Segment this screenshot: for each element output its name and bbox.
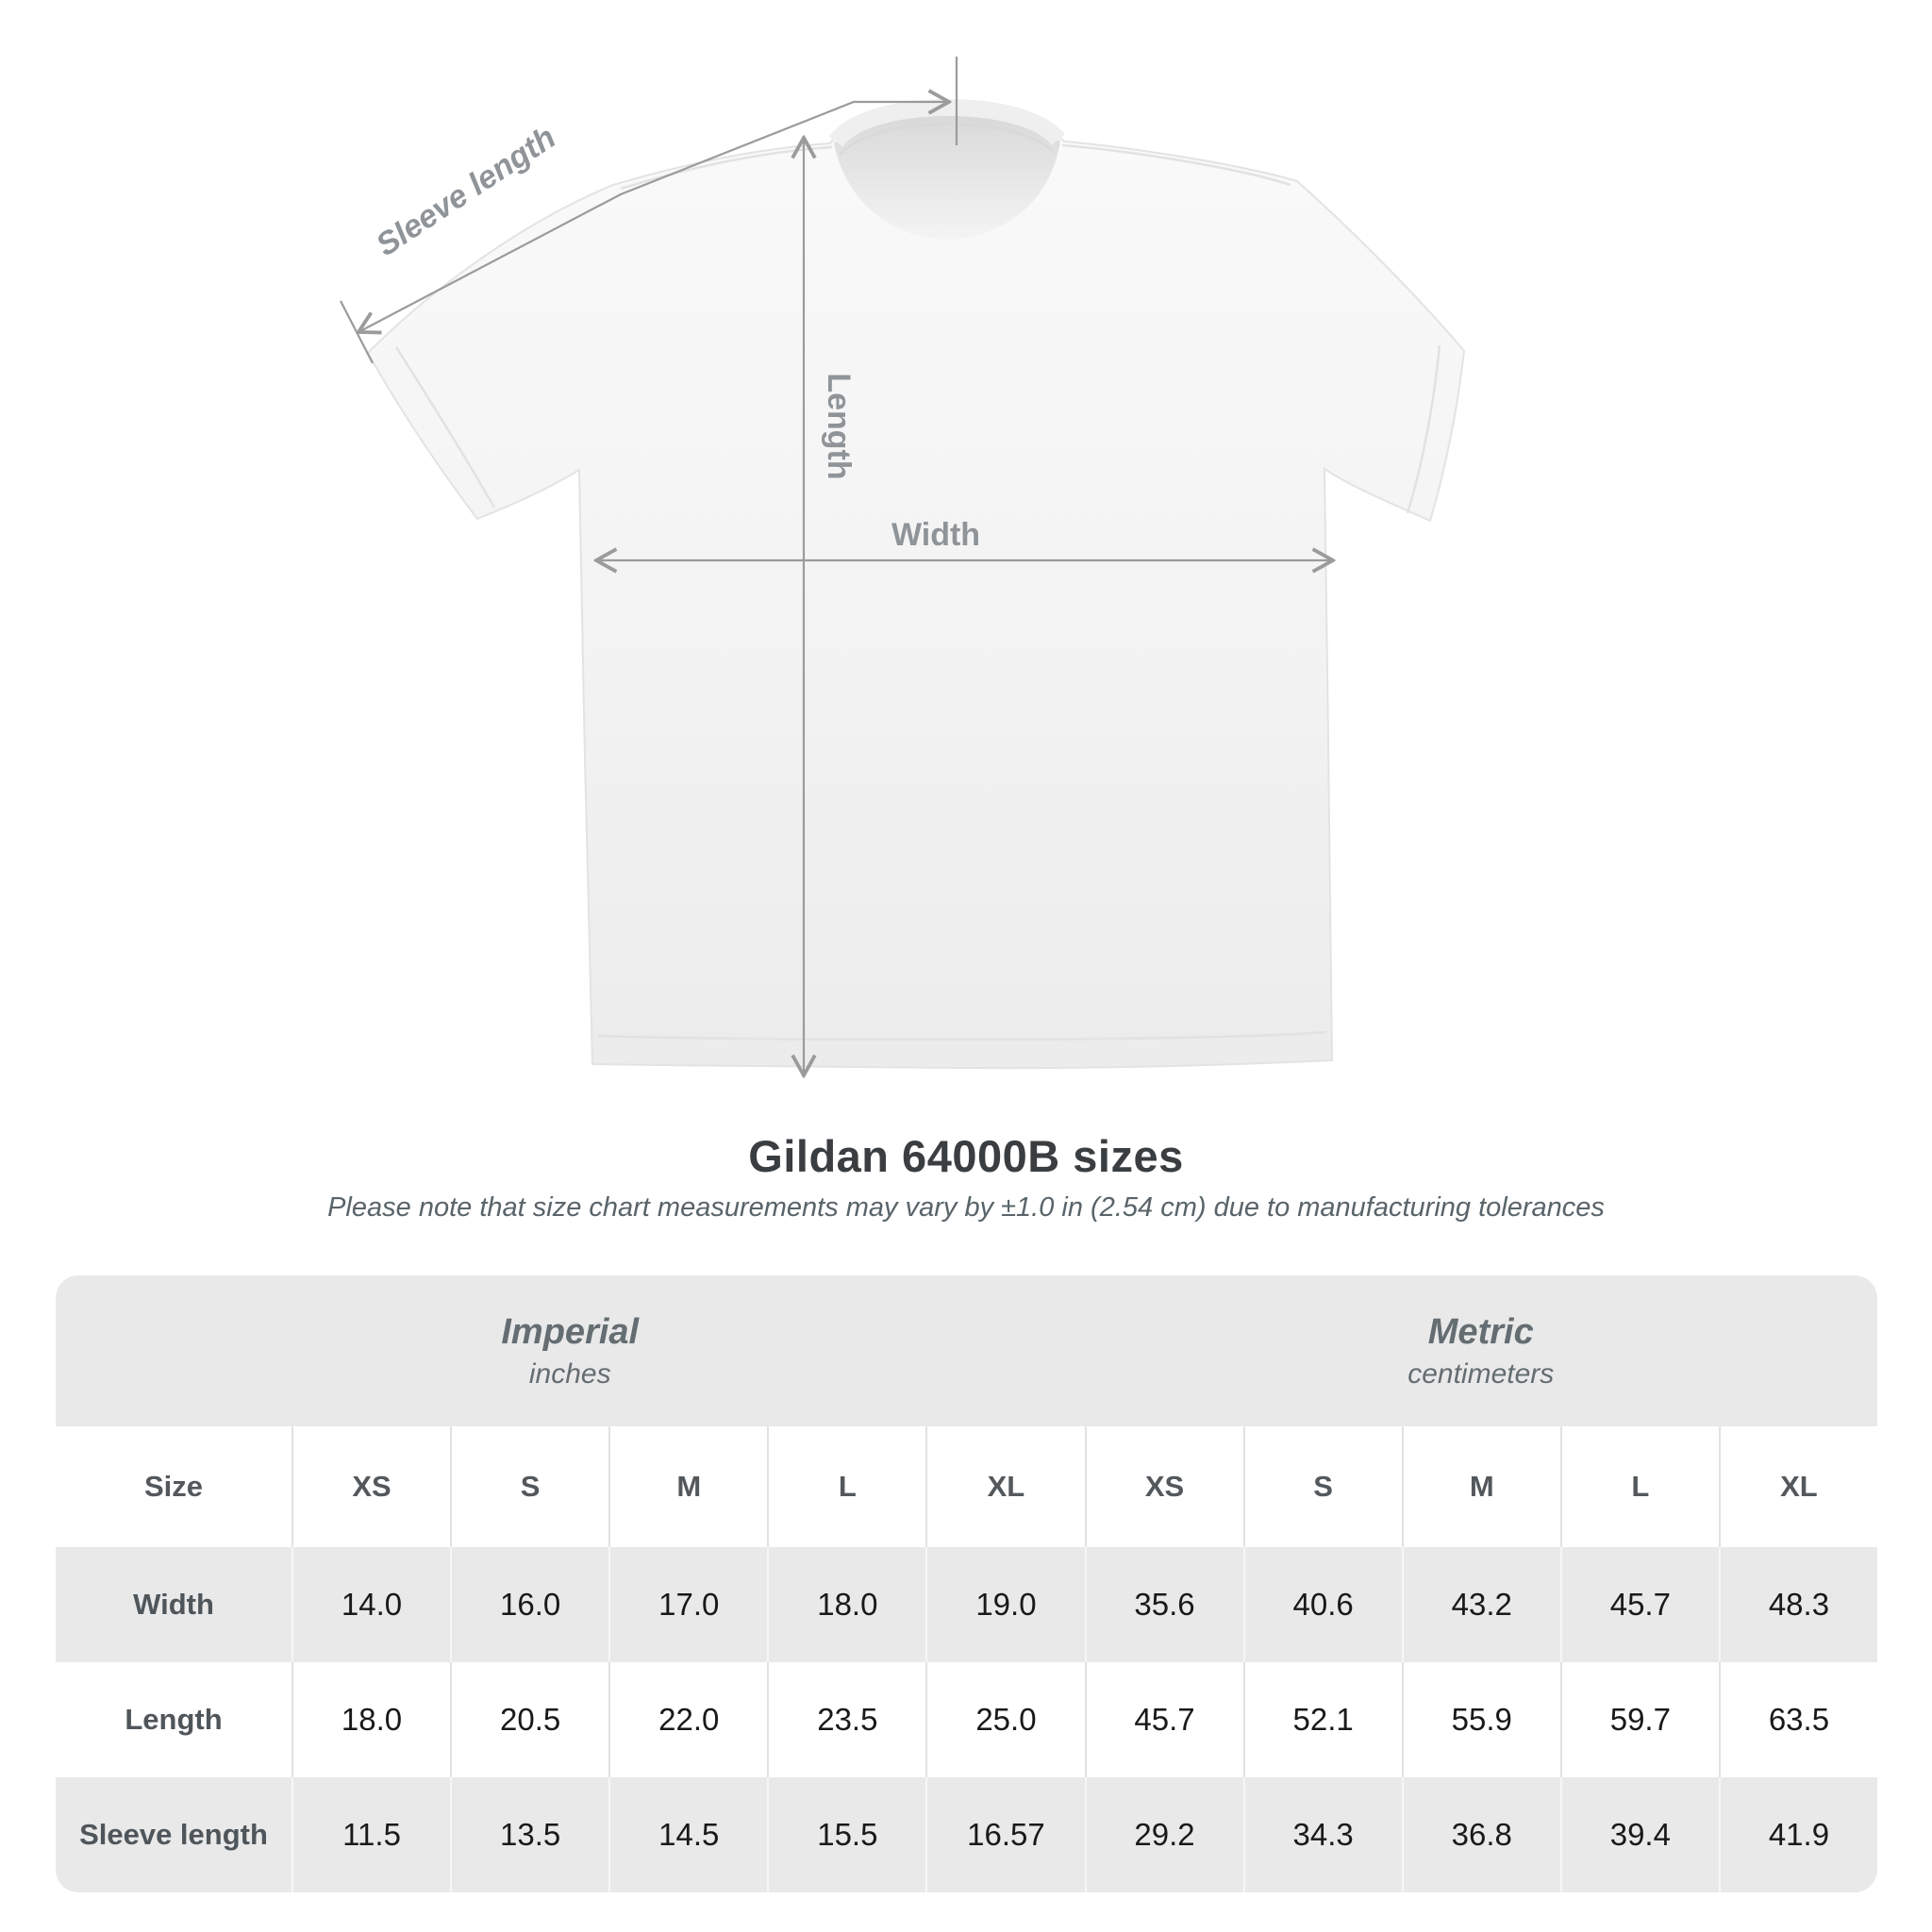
size-col-header: XL [925, 1426, 1084, 1547]
size-col-header: S [450, 1426, 608, 1547]
measurement-value: 15.5 [767, 1777, 925, 1892]
measurement-value: 18.0 [291, 1662, 450, 1777]
size-col-header: XL [1719, 1426, 1877, 1547]
measurement-value: 59.7 [1560, 1662, 1719, 1777]
length-label: Length [821, 373, 857, 480]
size-chart-table [56, 1275, 1877, 1892]
unit-group-unit: centimeters [1407, 1357, 1555, 1390]
unit-group-imperial [56, 1275, 1085, 1426]
measurement-value: 14.0 [291, 1547, 450, 1662]
sleeve-end-tick [341, 301, 373, 363]
unit-group-unit: inches [528, 1357, 611, 1390]
measurement-value: 40.6 [1243, 1547, 1402, 1662]
measurement-value: 34.3 [1243, 1777, 1402, 1892]
measurement-value: 48.3 [1719, 1547, 1877, 1662]
measurement-value: 43.2 [1402, 1547, 1560, 1662]
corner-header-size: Size [56, 1426, 291, 1547]
measurement-value: 45.7 [1085, 1662, 1243, 1777]
page-title: Gildan 64000B sizes [748, 1131, 1184, 1181]
measurement-value: 41.9 [1719, 1777, 1877, 1892]
row-label-sleeve-length: Sleeve length [56, 1777, 291, 1892]
measurement-value: 39.4 [1560, 1777, 1719, 1892]
measurement-value: 16.0 [450, 1547, 608, 1662]
measurement-value: 19.0 [925, 1547, 1084, 1662]
measurement-value: 16.57 [925, 1777, 1084, 1892]
measurement-value: 63.5 [1719, 1662, 1877, 1777]
size-col-header: M [608, 1426, 767, 1547]
tshirt-illustration [368, 106, 1464, 1068]
unit-group-metric [1085, 1275, 1878, 1426]
size-col-header: XS [291, 1426, 450, 1547]
measurement-value: 11.5 [291, 1777, 450, 1892]
measurement-value: 25.0 [925, 1662, 1084, 1777]
row-label-width: Width [56, 1547, 291, 1662]
measurement-value: 29.2 [1085, 1777, 1243, 1892]
measurement-value: 13.5 [450, 1777, 608, 1892]
size-col-header: L [767, 1426, 925, 1547]
unit-group-name: Metric [1427, 1311, 1534, 1352]
size-col-header: XS [1085, 1426, 1243, 1547]
row-label-length: Length [56, 1662, 291, 1777]
measurement-value: 52.1 [1243, 1662, 1402, 1777]
measurement-value: 18.0 [767, 1547, 925, 1662]
width-label: Width [891, 517, 981, 553]
measurement-value: 14.5 [608, 1777, 767, 1892]
measurement-value: 17.0 [608, 1547, 767, 1662]
measurement-value: 45.7 [1560, 1547, 1719, 1662]
size-col-header: S [1243, 1426, 1402, 1547]
measurement-value: 35.6 [1085, 1547, 1243, 1662]
tolerance-note: Please note that size chart measurements may vary by ±1.0 in (2.54 cm) due to manufacturing tolerances [327, 1192, 1605, 1223]
measurement-value: 22.0 [608, 1662, 767, 1777]
measurement-value: 23.5 [767, 1662, 925, 1777]
size-col-header: M [1402, 1426, 1560, 1547]
measurement-value: 20.5 [450, 1662, 608, 1777]
unit-group-name: Imperial [501, 1311, 640, 1352]
tshirt-body [368, 106, 1464, 1068]
size-col-header: L [1560, 1426, 1719, 1547]
measurement-value: 36.8 [1402, 1777, 1560, 1892]
sleeve-length-label: Sleeve length [370, 119, 562, 264]
measurement-value: 55.9 [1402, 1662, 1560, 1777]
